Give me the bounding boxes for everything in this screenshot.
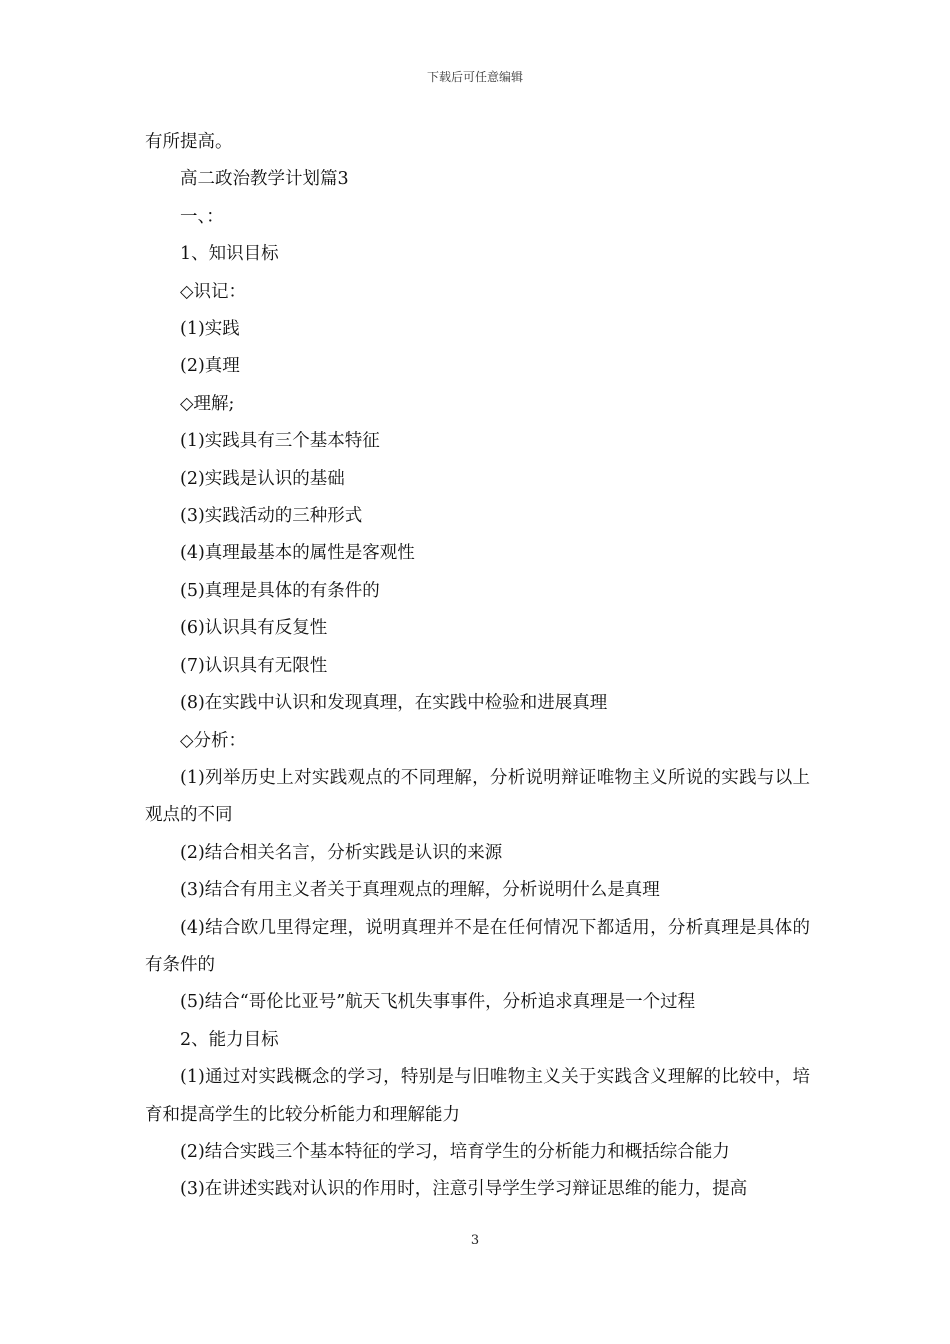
list-item: (3)实践活动的三种形式 xyxy=(180,506,363,527)
subheading: 2、能力目标 xyxy=(180,1029,279,1050)
list-item: (5)真理是具体的有条件的 xyxy=(180,580,380,601)
document-body xyxy=(145,124,810,1209)
list-item: (2)结合实践三个基本特征的学习，培育学生的分析能力和概括综合能力 xyxy=(180,1141,730,1162)
list-item: (2)真理 xyxy=(180,356,240,377)
list-item: (5)结合“哥伦比亚号”航天飞机失事事件，分析追求真理是一个过程 xyxy=(180,992,696,1013)
list-item: (1)实践具有三个基本特征 xyxy=(180,431,380,452)
list-item: (4)结合欧几里得定理，说明真理并不是在任何情况下都适用，分析真理是具体的有条件的 xyxy=(145,917,810,975)
paragraph: ◇理解; xyxy=(180,393,235,414)
list-item: (6)认识具有反复性 xyxy=(180,618,328,639)
page-header: 下载后可任意编辑 xyxy=(426,70,523,84)
section-title: 高二政治教学计划篇3 xyxy=(180,169,349,190)
list-item: (7)认识具有无限性 xyxy=(180,655,328,676)
list-item: (3)在讲述实践对认识的作用时，注意引导学生学习辩证思维的能力，提高 xyxy=(180,1179,748,1200)
list-item: (3)结合有用主义者关于真理观点的理解，分析说明什么是真理 xyxy=(180,880,660,901)
paragraph: 有所提高。 xyxy=(145,132,233,152)
paragraph: ◇分析： xyxy=(180,730,246,751)
paragraph: ◇识记： xyxy=(180,281,246,302)
paragraph: 一、： xyxy=(180,206,224,227)
list-item: (4)真理最基本的属性是客观性 xyxy=(180,543,415,564)
list-item: (8)在实践中认识和发现真理，在实践中检验和进展真理 xyxy=(180,693,608,714)
list-item: (1)通过对实践概念的学习，特别是与旧唯物主义关于实践含义理解的比较中，培育和提高学生的比较分析能力和理解能力 xyxy=(145,1067,810,1125)
list-item: (2)实践是认识的基础 xyxy=(180,468,345,489)
list-item: (1)列举历史上对实践观点的不同理解，分析说明辩证唯物主义所说的实践与以上观点的不同 xyxy=(145,767,810,826)
subheading: 1、知识目标 xyxy=(180,244,279,265)
list-item: (1)实践 xyxy=(180,319,240,340)
page-number: 3 xyxy=(470,1233,480,1248)
list-item: (2)结合相关名言，分析实践是认识的来源 xyxy=(180,842,503,863)
